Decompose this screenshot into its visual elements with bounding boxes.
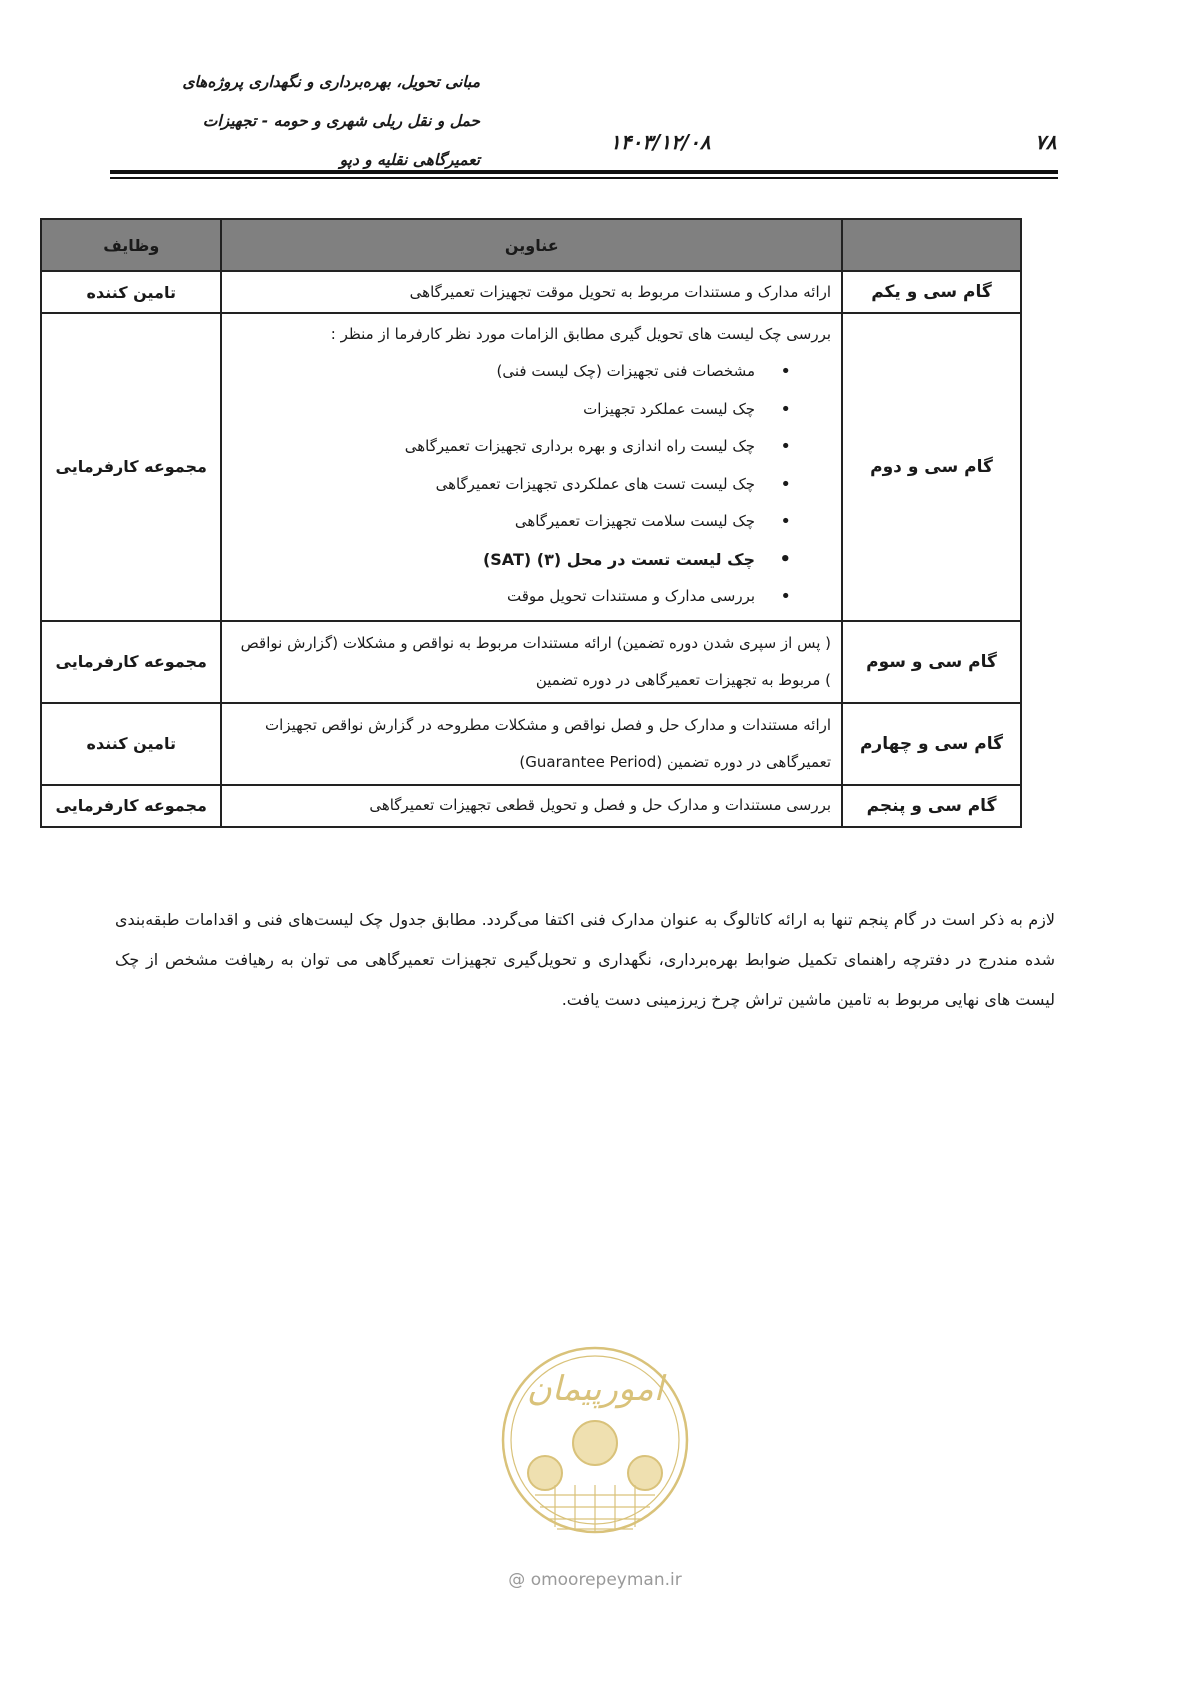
checklist-item: • چک لیست سلامت تجهیزات تعمیرگاهی <box>232 503 791 541</box>
step-name: گام سی و دوم <box>842 313 1021 621</box>
header-titles-cell: عناوین <box>221 219 842 271</box>
header-date: ۱۴۰۳/۱۲/۰۸ <box>610 130 711 154</box>
header-title-line-1: مبانی تحویل، بهره‌برداری و نگهداری پروژه‌های <box>182 73 480 91</box>
step-duty: مجموعه کارفرمایی <box>41 621 221 703</box>
header-step-cell <box>842 219 1021 271</box>
table-row <box>41 785 1021 827</box>
checklist-item: • چک لیست راه اندازی و بهره برداری تجهیزات تعمیرگاهی <box>232 428 791 466</box>
body-paragraph: لازم به ذکر است در گام پنجم تنها به ارائه کاتالوگ به عنوان مدارک فنی اکتفا می‌گردد. مطابق جدول چک لیست‌های فنی و اقدامات طبقه‌بندی شده مندرج در دفترچه راهنمای تکمیل ضوابط بهره‌برداری، نگهداری و تحویل‌گیری تجهیزات تعمیرگاهی می توان به رهیافت مشخص از چک لیست های نهایی مربوط به تامین ماشین تراش چرخ زیرزمینی دست یافت. <box>115 910 1055 1009</box>
page-number: ۷۸ <box>1035 130 1057 154</box>
table-row <box>41 271 1021 313</box>
watermark-logo <box>495 1325 695 1565</box>
checklist-item: • چک لیست تست های عملکردی تجهیزات تعمیرگاهی <box>232 466 791 504</box>
step-title: ( پس از سپری شدن دوره تضمین) ارائه مستندات مربوط به نواقص و مشکلات (گزارش نواقص ) مربوط به تجهیزات تعمیرگاهی در دوره تضمین <box>221 621 842 703</box>
header-duties-cell: وظایف <box>41 219 221 271</box>
step-title: بررسی مستندات و مدارک حل و فصل و تحویل قطعی تجهیزات تعمیرگاهی <box>221 785 842 827</box>
step-title-block <box>221 313 842 621</box>
table-header-row <box>41 219 1021 271</box>
header-title <box>130 63 480 180</box>
checklist-item: • چک لیست تست در محل (۳) (SAT) <box>232 541 791 579</box>
checklist <box>232 353 831 616</box>
table-row <box>41 621 1021 703</box>
step-title: بررسی چک لیست های تحویل گیری مطابق الزامات مورد نظر کارفرما از منظر : <box>330 325 832 343</box>
step-name: گام سی و پنجم <box>842 785 1021 827</box>
step-duty: مجموعه کارفرمایی <box>41 785 221 827</box>
step-name: گام سی و سوم <box>842 621 1021 703</box>
step-name: گام سی و یکم <box>842 271 1021 313</box>
header-rule-thick <box>110 170 1058 174</box>
step-duty: تامین کننده <box>41 271 221 313</box>
header-title-line-2: حمل و نقل ریلی شهری و حومه - تجهیزات <box>202 112 480 130</box>
step-duty: مجموعه کارفرمایی <box>41 313 221 621</box>
checklist-item: • چک لیست عملکرد تجهیزات <box>232 391 791 429</box>
header-title-line-3: تعمیرگاهی نقلیه و دپو <box>339 151 480 169</box>
step-duty: تامین کننده <box>41 703 221 785</box>
step-title: ارائه مدارک و مستندات مربوط به تحویل موقت تجهیزات تعمیرگاهی <box>221 271 842 313</box>
table-row <box>41 313 1021 621</box>
steps-table <box>40 218 1022 828</box>
step-title: ارائه مستندات و مدارک حل و فصل نواقص و مشکلات مطروحه در گزارش نواقص تجهیزات تعمیرگاهی در دوره تضمین (Guarantee Period) <box>221 703 842 785</box>
watermark-url: @ omoorepeyman.ir <box>508 1570 682 1590</box>
header-rule-thin <box>110 177 1058 179</box>
checklist-item: • بررسی مدارک و مستندات تحویل موقت <box>232 578 791 616</box>
step-name: گام سی و چهارم <box>842 703 1021 785</box>
watermark-logo-text: امورپیمان <box>526 1369 664 1409</box>
checklist-item: • مشخصات فنی تجهیزات (چک لیست فنی) <box>232 353 791 391</box>
table-row <box>41 703 1021 785</box>
